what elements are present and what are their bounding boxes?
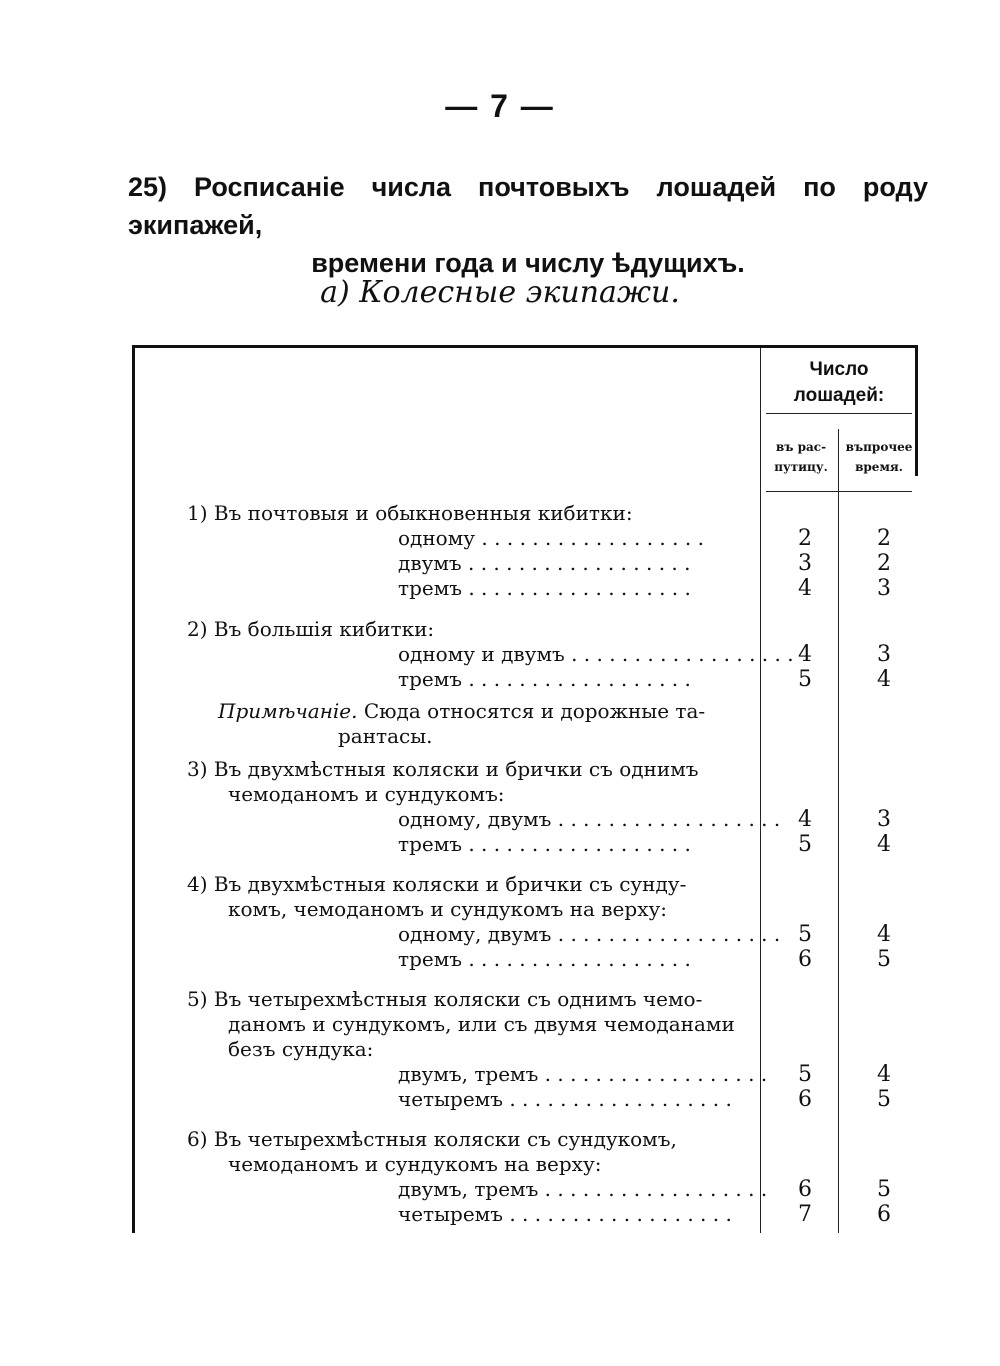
table-cell-col1: 7 [798, 1202, 812, 1227]
horses-table [132, 345, 918, 1233]
table-cell-col2: 5 [877, 947, 891, 972]
table-row-label: четыремъ . . . . . . . . . . . . . . . . . . [398, 1087, 732, 1111]
section-4-heading-cont: комъ, чемоданомъ и сундукомъ на верху: [228, 897, 667, 921]
table-cell-col2: 4 [877, 922, 891, 947]
section-2-heading: 2) Въ большія кибитки: [187, 617, 435, 641]
table-row-label: двумъ, тремъ . . . . . . . . . . . . . . . . . . [398, 1062, 768, 1086]
note-line-1 [218, 699, 705, 724]
section-5-heading-cont: даномъ и сундукомъ, или съ двумя чемоданами [228, 1012, 735, 1036]
table-top-rule [132, 345, 918, 348]
col1-line-2: путицу. [774, 460, 828, 474]
table-row-label: двумъ . . . . . . . . . . . . . . . . . . [398, 551, 691, 575]
table-cell-col1: 5 [798, 832, 812, 857]
header-line-1: Число [809, 359, 869, 380]
table-cell-col1: 4 [798, 576, 812, 601]
table-left-rule [132, 345, 135, 1233]
section-6-heading-cont: чемоданомъ и сундукомъ на верху: [228, 1152, 602, 1176]
section-6-heading: 6) Въ четырехмѣстныя коляски съ сундукомъ, [187, 1127, 677, 1151]
table-row-label: одному, двумъ . . . . . . . . . . . . . . . . . . [398, 922, 781, 946]
table-column-divider [760, 348, 761, 1233]
note-line-2: рантасы. [338, 724, 433, 748]
note-label: Примѣчаніе. [218, 699, 358, 723]
table-cell-col1: 6 [798, 1087, 812, 1112]
section-3-heading-cont: чемоданомъ и сундукомъ: [228, 782, 505, 806]
table-row-label: одному . . . . . . . . . . . . . . . . . . [398, 526, 704, 550]
table-cell-col1: 4 [798, 807, 812, 832]
section-5-heading: 5) Въ четырехмѣстныя коляски съ однимъ чемо- [187, 987, 703, 1011]
header-rule [766, 413, 912, 414]
table-cell-col1: 5 [798, 922, 812, 947]
col2-line-1: въпрочее [845, 440, 913, 454]
header-line-2: лошадей: [793, 385, 885, 406]
table-cell-col2: 2 [877, 526, 891, 551]
table-cell-col1: 4 [798, 642, 812, 667]
subheader-rule [766, 491, 912, 492]
table-row-label: четыремъ . . . . . . . . . . . . . . . . . . [398, 1202, 732, 1226]
table-cell-col1: 5 [798, 1062, 812, 1087]
page-number: — 7 — [445, 88, 555, 124]
table-cell-col2: 6 [877, 1202, 891, 1227]
table-cell-col2: 3 [877, 642, 891, 667]
table-cell-col2: 3 [877, 807, 891, 832]
table-cell-col1: 6 [798, 947, 812, 972]
table-row-label: тремъ . . . . . . . . . . . . . . . . . . [398, 576, 691, 600]
subsection-title: а) Колесные экипажи. [320, 275, 680, 310]
table-cell-col1: 3 [798, 551, 812, 576]
table-row-label: тремъ . . . . . . . . . . . . . . . . . . [398, 832, 691, 856]
table-row-label: одному и двумъ . . . . . . . . . . . . . . . . . . [398, 642, 794, 666]
table-cell-col2: 5 [877, 1087, 891, 1112]
table-cell-col1: 5 [798, 667, 812, 692]
table-row-label: одному, двумъ . . . . . . . . . . . . . . . . . . [398, 807, 781, 831]
section-5-heading-cont-2: безъ сундука: [228, 1037, 374, 1061]
table-cell-col2: 5 [877, 1177, 891, 1202]
column-header-other-time [840, 437, 918, 477]
section-3-heading: 3) Въ двухмѣстныя коляски и брички съ однимъ [187, 757, 699, 781]
table-cell-col1: 6 [798, 1177, 812, 1202]
table-row-label: двумъ, тремъ . . . . . . . . . . . . . . . . . . [398, 1177, 768, 1201]
column-header-rasputitsa [762, 437, 840, 477]
table-cell-col2: 4 [877, 832, 891, 857]
title-line-1: 25) Росписаніе числа почтовыхъ лошадей по роду экипажей, [128, 172, 928, 240]
table-cell-col2: 2 [877, 551, 891, 576]
section-title [128, 168, 928, 282]
table-header [760, 357, 918, 409]
title-line-2: времени года и числу ѣдущихъ. [311, 248, 745, 278]
table-row-label: тремъ . . . . . . . . . . . . . . . . . . [398, 947, 691, 971]
col1-line-1: въ рас- [775, 440, 827, 454]
table-cell-col2: 3 [877, 576, 891, 601]
section-1-heading: 1) Въ почтовыя и обыкновенныя кибитки: [187, 501, 633, 525]
note-text: Сюда относятся и дорожные та- [363, 699, 706, 723]
table-cell-col1: 2 [798, 526, 812, 551]
section-4-heading: 4) Въ двухмѣстныя коляски и брички съ сунду- [187, 872, 687, 896]
table-cell-col2: 4 [877, 667, 891, 692]
table-cell-col2: 4 [877, 1062, 891, 1087]
table-row-label: тремъ . . . . . . . . . . . . . . . . . . [398, 667, 691, 691]
col2-line-2: время. [855, 460, 903, 474]
